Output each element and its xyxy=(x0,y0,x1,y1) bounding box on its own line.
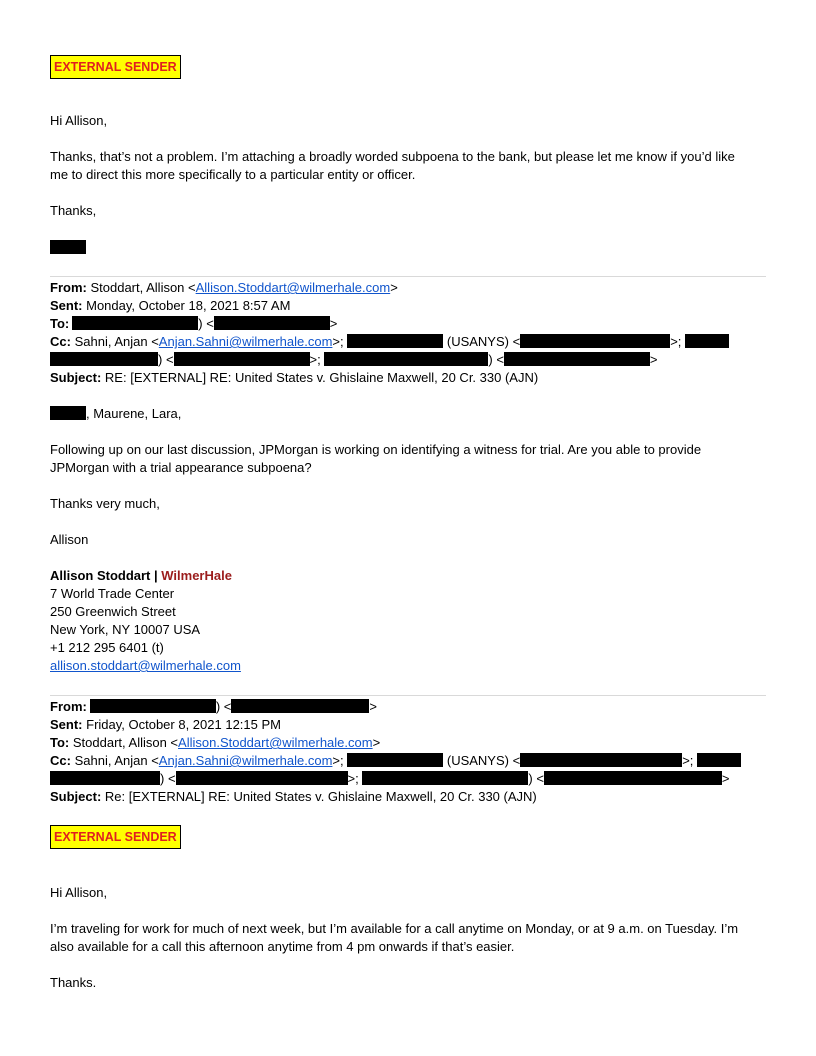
sent-label: Sent: xyxy=(50,717,83,732)
signature-redaction xyxy=(50,239,86,257)
cc-email-link[interactable]: Anjan.Sahni@wilmerhale.com xyxy=(158,334,333,349)
subject-line xyxy=(50,369,538,387)
firm-name: WilmerHale xyxy=(161,568,232,583)
cc-label: Cc: xyxy=(50,334,71,349)
from-line xyxy=(50,279,398,297)
to-email-link[interactable]: Allison.Stoddart@wilmerhale.com xyxy=(178,735,373,750)
body-line: me to direct this more specifically to a particular entity or officer. xyxy=(50,167,416,182)
to-label: To: xyxy=(50,735,70,750)
subject-label: Subject: xyxy=(50,370,102,385)
sent-line xyxy=(50,716,281,734)
greeting: Hi Allison, xyxy=(50,113,108,128)
sent-line xyxy=(50,297,290,315)
address-line: 250 Greenwich Street xyxy=(50,604,176,619)
greeting-tail: , Maurene, Lara, xyxy=(86,406,182,421)
signature-separator: | xyxy=(150,568,162,583)
signature-header xyxy=(50,567,232,585)
cc-line: Cc: Sahni, Anjan <Anjan.Sahni@wilmerhale.com>; (USANYS) < >; xyxy=(50,752,741,770)
to-name: Stoddart, Allison < xyxy=(72,735,179,750)
body-line: Following up on our last discussion, JPMorgan is working on identifying a witness for trial. Are you able to provide xyxy=(50,442,702,457)
body-line: JPMorgan with a trial appearance subpoena? xyxy=(50,460,312,475)
external-sender-badge: EXTERNAL SENDER xyxy=(50,825,181,849)
from-label: From: xyxy=(50,280,87,295)
greeting xyxy=(50,405,181,423)
cc-line-continued: ) < >; ) < > xyxy=(50,351,658,369)
cc-line-continued: ) < >; ) < > xyxy=(50,770,730,788)
sent-value: Monday, October 18, 2021 8:57 AM xyxy=(86,298,291,313)
to-close: > xyxy=(372,735,381,750)
signature-email-link[interactable]: allison.stoddart@wilmerhale.com xyxy=(50,658,241,673)
signature-name: Allison Stoddart xyxy=(50,568,151,583)
to-label: To: xyxy=(50,316,70,331)
cc-line: Cc: Sahni, Anjan <Anjan.Sahni@wilmerhale.com>; (USANYS) < >; xyxy=(50,333,729,351)
greeting: Hi Allison, xyxy=(50,885,108,900)
divider xyxy=(50,695,766,696)
body-line: Thanks, that’s not a problem. I’m attaching a broadly worded subpoena to the bank, but please let me know if you’d like xyxy=(50,149,735,164)
to-line: To: ) < > xyxy=(50,316,338,331)
cc-name: Sahni, Anjan < xyxy=(74,753,159,768)
address-line: New York, NY 10007 USA xyxy=(50,622,201,637)
from-line: From: ) < > xyxy=(50,699,377,714)
cc-usanys: (USANYS) < xyxy=(446,334,521,349)
sender-name: Allison xyxy=(50,532,89,547)
phone: +1 212 295 6401 (t) xyxy=(50,640,164,655)
signature-email xyxy=(50,657,241,675)
body-line: also available for a call this afternoon anytime from 4 pm onwards if that’s easier. xyxy=(50,939,515,954)
divider xyxy=(50,276,766,277)
body-line: I’m traveling for work for much of next week, but I’m available for a call anytime on Monday, or at 9 a.m. on Tuesday. I’m xyxy=(50,921,739,936)
from-label: From: xyxy=(50,699,87,714)
address-line: 7 World Trade Center xyxy=(50,586,175,601)
closing: Thanks. xyxy=(50,975,97,990)
cc-label: Cc: xyxy=(50,753,71,768)
from-email-link[interactable]: Allison.Stoddart@wilmerhale.com xyxy=(195,280,391,295)
external-sender-badge: EXTERNAL SENDER xyxy=(50,55,181,79)
cc-name: Sahni, Anjan < xyxy=(74,334,159,349)
from-name: Stoddart, Allison < xyxy=(90,280,196,295)
subject-value: RE: [EXTERNAL] RE: United States v. Ghislaine Maxwell, 20 Cr. 330 (AJN) xyxy=(104,370,539,385)
subject-line xyxy=(50,788,537,806)
from-close: > xyxy=(390,280,398,295)
to-line xyxy=(50,734,380,752)
cc-email-link[interactable]: Anjan.Sahni@wilmerhale.com xyxy=(158,753,333,768)
subject-value: Re: [EXTERNAL] RE: United States v. Ghislaine Maxwell, 20 Cr. 330 (AJN) xyxy=(104,789,537,804)
subject-label: Subject: xyxy=(50,789,102,804)
sent-label: Sent: xyxy=(50,298,83,313)
thanks: Thanks very much, xyxy=(50,496,160,511)
closing: Thanks, xyxy=(50,203,97,218)
cc-usanys: (USANYS) < xyxy=(446,753,521,768)
sent-value: Friday, October 8, 2021 12:15 PM xyxy=(86,717,281,732)
